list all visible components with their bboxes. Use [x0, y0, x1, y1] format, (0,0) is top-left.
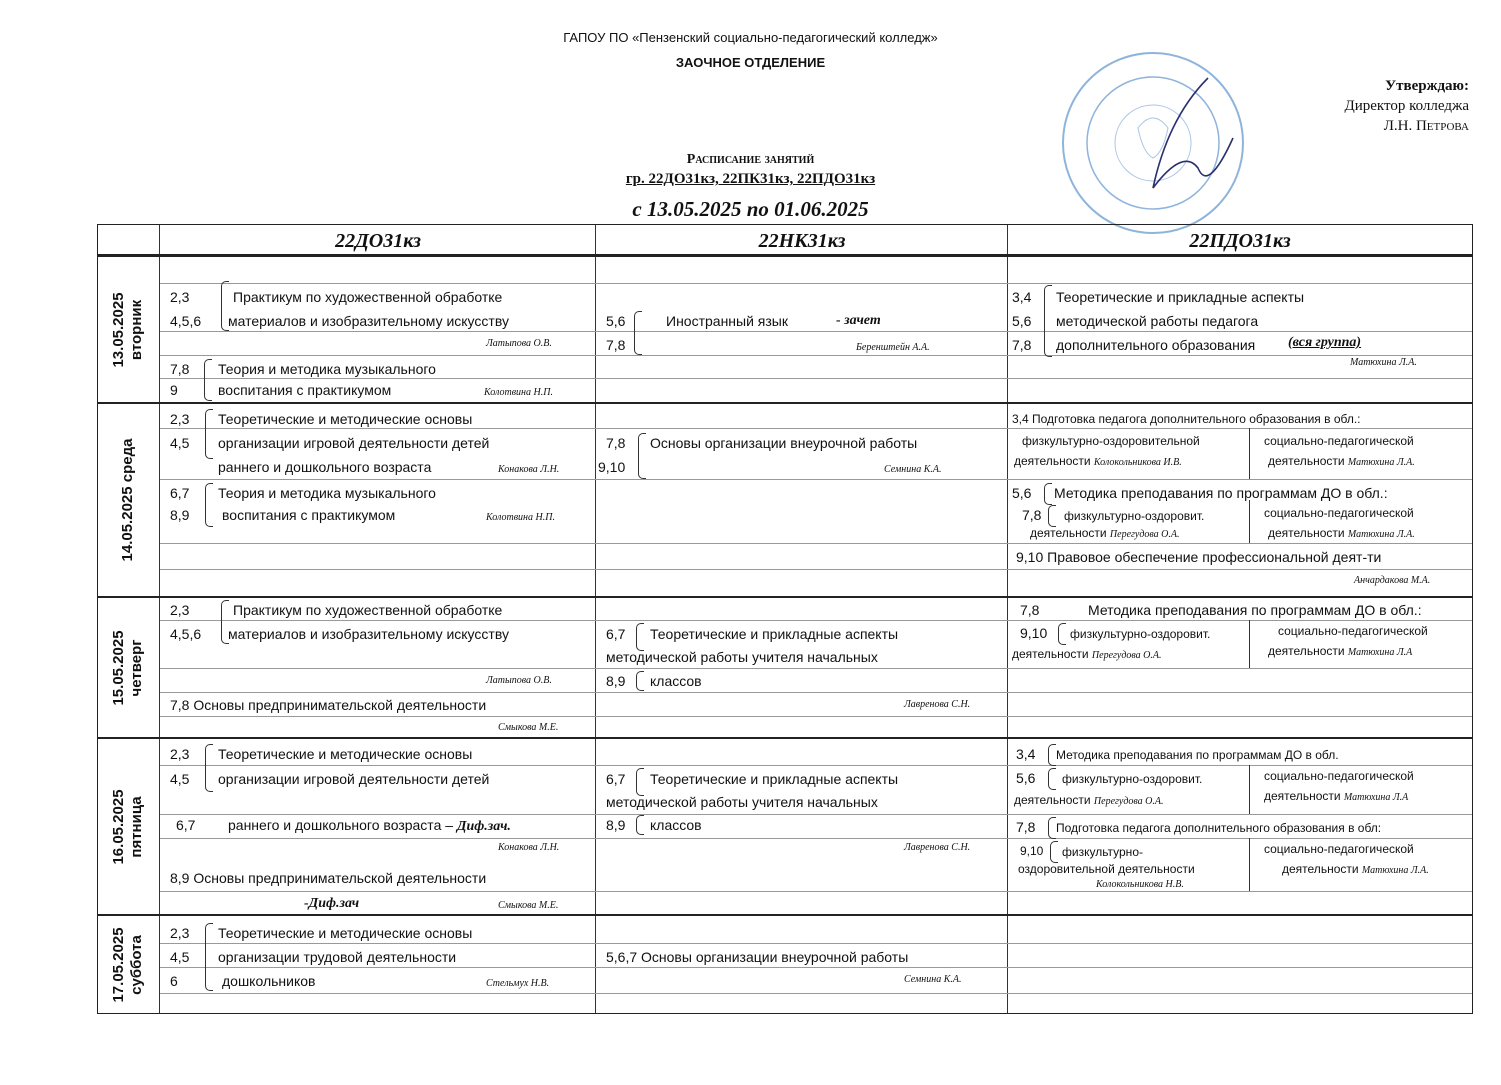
teacher-name: Перегудова О.А.	[1091, 650, 1162, 661]
subject-area: деятельности Матюхина Л.А.	[1268, 454, 1415, 468]
subject-name: воспитания с практикумом	[222, 507, 396, 523]
group-note: (вся группа)	[1288, 335, 1362, 350]
subject-name: Теоретические и методические основы	[218, 411, 473, 427]
column-header-do: 22ДО31кз	[335, 230, 421, 252]
subject-name: методической работы педагога	[1056, 313, 1259, 329]
subject-name: дошкольников	[222, 973, 316, 989]
subject-area: деятельности Перегудова О.А.	[1030, 526, 1180, 540]
document-title: Расписание занятий	[686, 152, 815, 167]
document-groups: гр. 22ДО31кз, 22ПК31кз, 22ПДО31кз	[625, 171, 876, 187]
lesson-hours: 8,9	[606, 673, 626, 689]
subject-name: 3,4 Подготовка педагога дополнительного образования в обл.:	[1012, 412, 1361, 426]
subject-name: методической работы учителя начальных	[606, 649, 878, 665]
teacher-name: Колокольникова Н.В.	[1096, 879, 1184, 890]
lesson-hours: 9	[170, 382, 178, 398]
subject-area: деятельности Перегудова О.А.	[1012, 647, 1162, 661]
subject-name: организации трудовой деятельности	[218, 949, 457, 965]
column-header-pdo: 22ПДО31кз	[1189, 230, 1291, 252]
teacher-name: Колотвина Н.П.	[484, 387, 553, 398]
teacher-name: Беренштейн А.А.	[856, 342, 930, 353]
lesson-hours: 5,6	[1012, 313, 1032, 329]
subject-area: социально-педагогической	[1264, 506, 1414, 520]
lesson-hours: 7,8	[1016, 819, 1036, 835]
teacher-name: Перегудова О.А.	[1093, 796, 1164, 807]
teacher-name: Перегудова О.А.	[1109, 529, 1180, 540]
lesson-hours: 2,3	[170, 602, 190, 618]
teacher-name: Матюхина Л.А.	[1347, 529, 1415, 540]
teacher-name: Лавренова С.Н.	[904, 699, 971, 710]
subject-name: Практикум по художественной обработке	[233, 289, 503, 305]
lesson-hours: 9,10	[1020, 625, 1048, 641]
schedule-table	[97, 224, 1473, 1014]
lesson-hours: 3,4	[1016, 746, 1036, 762]
subject-name: Теоретические и методические основы	[218, 746, 473, 762]
subject-area: деятельности Матюхина Л.А.	[1268, 526, 1415, 540]
lesson-hours: 6,7	[606, 771, 626, 787]
teacher-name: Семнина К.А.	[884, 464, 942, 475]
subject-area: деятельности Матюхина Л.А.	[1282, 862, 1429, 876]
subject-name: материалов и изобразительному искусству	[228, 626, 509, 642]
teacher-name: Конакова Л.Н.	[498, 464, 560, 475]
subject-name: Методика преподавания по программам ДО в обл.	[1056, 748, 1339, 762]
teacher-name: Матюхина Л.А.	[1350, 357, 1417, 368]
teacher-name: Стельмух Н.В.	[486, 978, 550, 989]
approval-block	[1344, 76, 1469, 136]
subject-area: социально-педагогической	[1278, 624, 1428, 638]
lesson-hours: 8,9	[606, 817, 626, 833]
subject-name: Основы организации внеурочной работы	[650, 435, 918, 451]
subject-name: организации игровой деятельности детей	[218, 771, 490, 787]
teacher-name: Смыкова М.Е.	[498, 722, 559, 733]
lesson-hours: 4,5	[170, 949, 190, 965]
day-label-15-05: 15.05.2025 четверг	[110, 629, 145, 706]
exam-type: Диф.зач.	[456, 819, 511, 834]
teacher-name: Колокольникова И.В.	[1093, 457, 1182, 468]
lesson-hours: 2,3	[170, 746, 190, 762]
lesson-hours: 6,7	[170, 485, 190, 501]
subject-name: воспитания с практикумом	[218, 382, 392, 398]
subject-name: раннего и дошкольного возраста – Диф.зач.	[228, 817, 511, 834]
exam-type: - зачет	[836, 313, 881, 328]
lesson-hours: 6	[170, 973, 178, 989]
lesson-hours: 7,8	[1022, 507, 1042, 523]
subject-name: классов	[650, 673, 702, 689]
subject-name: 8,9 Основы предпринимательской деятельности	[170, 870, 487, 886]
lesson-hours: 2,3	[170, 925, 190, 941]
lesson-hours: 4,5,6	[170, 313, 202, 329]
subject-name: классов	[650, 817, 702, 833]
lesson-hours: 2,3	[170, 289, 190, 305]
lesson-hours: 7,8	[1012, 337, 1032, 353]
subject-area: социально-педагогической	[1264, 842, 1414, 856]
lesson-hours: 6,7	[176, 817, 196, 833]
teacher-name: Лавренова С.Н.	[904, 842, 971, 853]
teacher-name: Матюхина Л.А	[1343, 792, 1409, 803]
teacher-name: Матюхина Л.А.	[1347, 457, 1415, 468]
subject-area: деятельности Матюхина Л.А	[1268, 644, 1413, 658]
subject-name: Иностранный язык	[666, 313, 788, 329]
lesson-hours: 3,4	[1012, 289, 1032, 305]
subject-name: Подготовка педагога дополнительного образования в обл:	[1056, 821, 1382, 835]
teacher-name: Латыпова О.В.	[486, 338, 552, 349]
subject-name: Практикум по художественной обработке	[233, 602, 503, 618]
day-label-17-05: 17.05.2025 суббота	[110, 926, 145, 1003]
column-header-nk: 22НК31кз	[758, 230, 846, 252]
subject-area: физкультурно-оздоровит.	[1070, 627, 1211, 641]
subject-area: физкультурно-	[1062, 845, 1143, 859]
lesson-hours: 7,8	[606, 435, 626, 451]
lesson-hours: 4,5	[170, 435, 190, 451]
teacher-name: Колотвина Н.П.	[486, 512, 555, 523]
lesson-hours: 5,6	[1012, 485, 1032, 501]
subject-name: Методика преподавания по программам ДО в обл.:	[1054, 485, 1388, 501]
subject-name: 7,8 Основы предпринимательской деятельности	[170, 697, 487, 713]
subject-name: Теоретические и прикладные аспекты	[1056, 289, 1305, 305]
day-label-16-05: 16.05.2025 пятница	[110, 788, 145, 865]
lesson-hours: 9,10	[1020, 844, 1044, 858]
lesson-hours: 5,6	[606, 313, 626, 329]
subject-area: физкультурно-оздоровит.	[1062, 772, 1203, 786]
approval-position: Директор колледжа	[1344, 98, 1469, 114]
teacher-name: Семнина К.А.	[904, 974, 962, 985]
lesson-hours: 7,8	[170, 361, 190, 377]
department-name: ЗАОЧНОЕ ОТДЕЛЕНИЕ	[675, 55, 826, 70]
teacher-name: Смыкова М.Е.	[498, 900, 559, 911]
lesson-hours: 4,5,6	[170, 626, 202, 642]
subject-area: физкультурно-оздоровительной	[1022, 434, 1200, 448]
lesson-hours: 7,8	[606, 337, 626, 353]
subject-name: Теоретические и прикладные аспекты	[650, 771, 899, 787]
subject-area: оздоровительной деятельности	[1018, 862, 1195, 876]
day-label-13-05: 13.05.2025 вторник	[110, 291, 145, 368]
teacher-name: Конакова Л.Н.	[498, 842, 560, 853]
document-period: с 13.05.2025 по 01.06.2025	[632, 197, 869, 221]
subject-area: социально-педагогической	[1264, 434, 1414, 448]
teacher-name: Матюхина Л.А.	[1361, 865, 1429, 876]
subject-name: Теоретические и прикладные аспекты	[650, 626, 899, 642]
subject-name: Теория и методика музыкального	[218, 361, 436, 377]
lesson-hours: 6,7	[606, 626, 626, 642]
subject-area: физкультурно-оздоровит.	[1064, 509, 1205, 523]
subject-area: деятельности Колокольникова И.В.	[1014, 454, 1182, 468]
subject-area: деятельности Матюхина Л.А	[1264, 789, 1409, 803]
day-label-14-05: 14.05.2025 среда	[119, 438, 136, 562]
subject-name: Теория и методика музыкального	[218, 485, 436, 501]
subject-name: 5,6,7 Основы организации внеурочной работы	[606, 949, 909, 965]
subject-name: организации игровой деятельности детей	[218, 435, 490, 451]
exam-type: -Диф.зач	[304, 896, 360, 911]
subject-name: раннего и дошкольного возраста	[218, 459, 432, 475]
lesson-hours: 2,3	[170, 411, 190, 427]
lesson-hours: 4,5	[170, 771, 190, 787]
subject-name: методической работы учителя начальных	[606, 794, 878, 810]
teacher-name: Анчардакова М.А.	[1354, 575, 1431, 586]
subject-name: дополнительного образования	[1056, 337, 1256, 353]
approval-heading: Утверждаю:	[1385, 78, 1469, 94]
lesson-hours: 9,10	[598, 459, 626, 475]
teacher-name: Матюхина Л.А	[1347, 647, 1413, 658]
subject-name: материалов и изобразительному искусству	[228, 313, 509, 329]
lesson-hours: 7,8	[1020, 602, 1040, 618]
organization-name: ГАПОУ ПО «Пензенский социально-педагогический колледж»	[563, 30, 938, 45]
subject-name: Методика преподавания по программам ДО в обл.:	[1088, 602, 1422, 618]
approval-signer: Л.Н. Петрова	[1383, 118, 1469, 134]
subject-area: деятельности Перегудова О.А.	[1014, 793, 1164, 807]
subject-area: социально-педагогической	[1264, 769, 1414, 783]
lesson-hours: 8,9	[170, 507, 190, 523]
subject-name: Теоретические и методические основы	[218, 925, 473, 941]
subject-name: 9,10 Правовое обеспечение профессиональной деят-ти	[1016, 549, 1382, 565]
teacher-name: Латыпова О.В.	[486, 675, 552, 686]
official-seal	[1058, 48, 1248, 238]
lesson-hours: 5,6	[1016, 770, 1036, 786]
